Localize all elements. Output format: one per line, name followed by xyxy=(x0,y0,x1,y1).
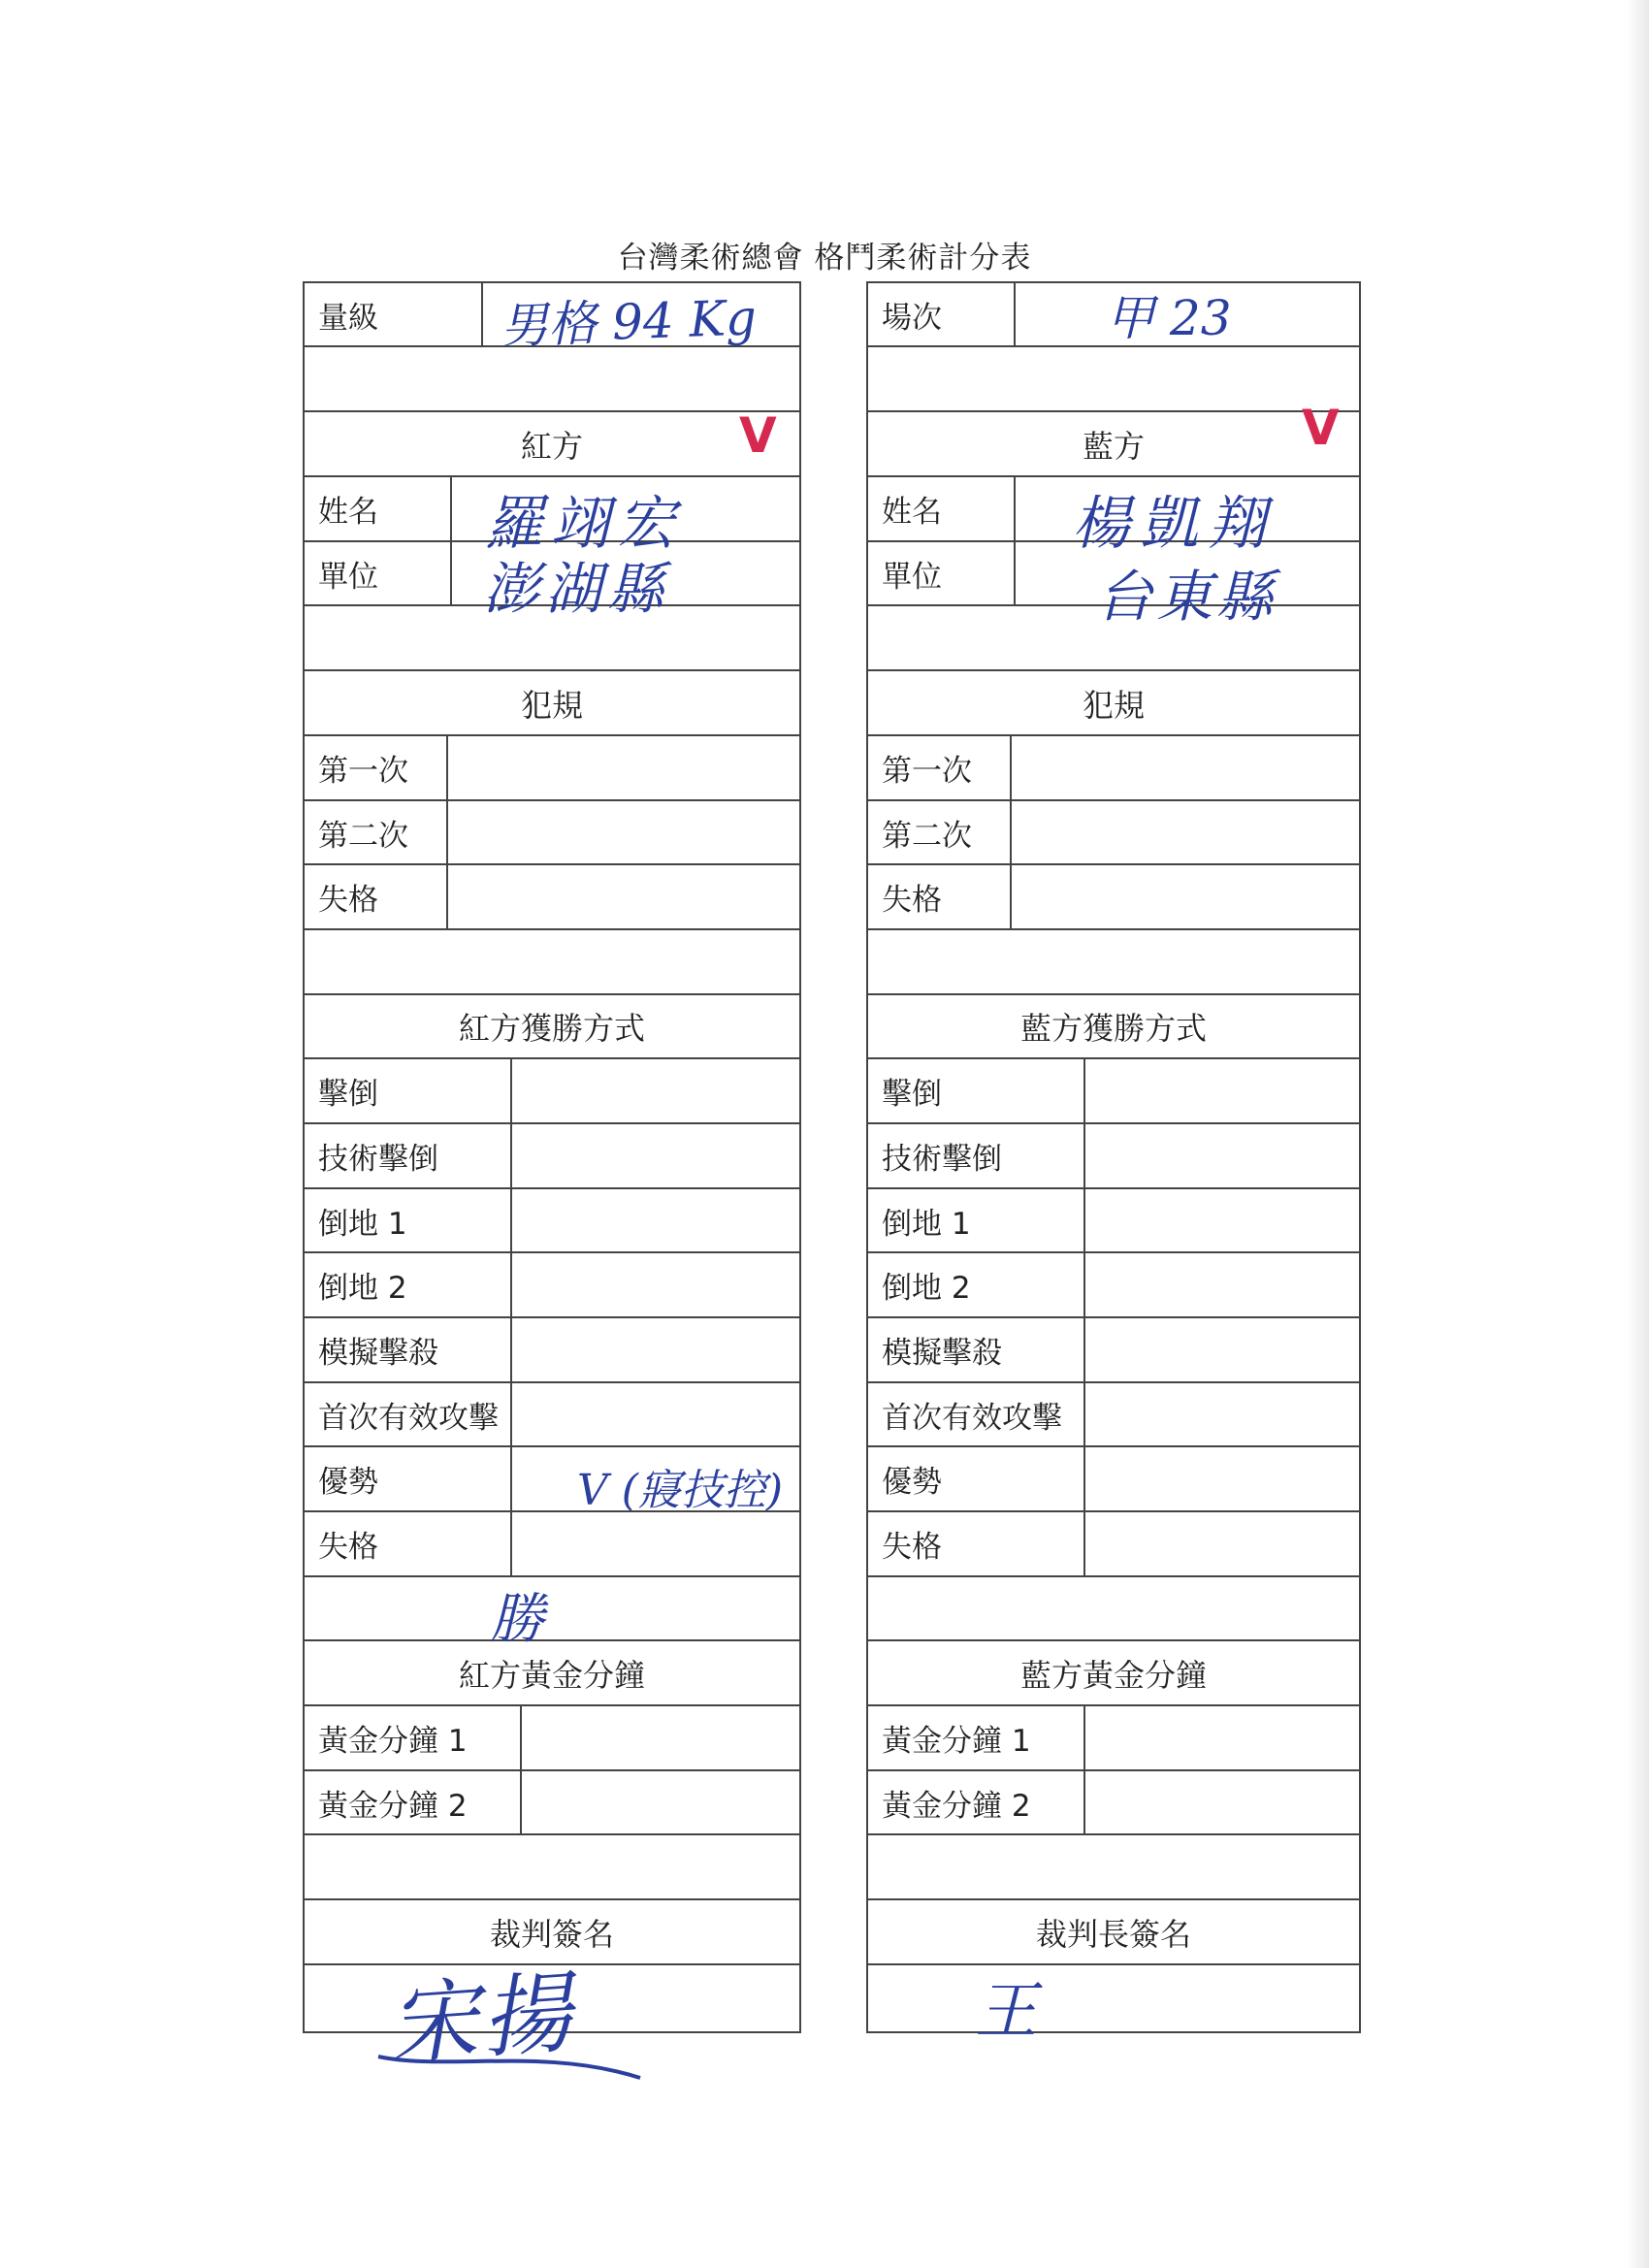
blue-win-label: 優勢 xyxy=(882,1465,942,1500)
blue-unit-label: 單位 xyxy=(882,559,942,595)
red-foul-label: 失格 xyxy=(318,883,378,918)
weight-label: 量級 xyxy=(318,300,378,336)
blue-win-header-row xyxy=(868,995,1359,1059)
red-foul-label: 第二次 xyxy=(318,818,408,854)
red-win-row xyxy=(305,1512,799,1577)
red-result: 勝 xyxy=(490,1588,544,1651)
red-win-header-row xyxy=(305,995,799,1059)
blue-foul-label: 第一次 xyxy=(882,754,972,789)
red-name-label: 姓名 xyxy=(318,495,378,530)
blue-sign-header-row xyxy=(868,1900,1359,1965)
red-golden-label: 黃金分鐘 1 xyxy=(318,1724,468,1759)
red-header: 紅方 xyxy=(520,427,583,465)
red-name-value: 羅翊宏 xyxy=(485,490,683,558)
blue-fouls-header: 犯規 xyxy=(1082,686,1145,724)
match-value: 甲 23 xyxy=(1106,290,1232,346)
page-title: 台灣柔術總會 格鬥柔術計分表 xyxy=(617,241,1032,275)
blue-win-row xyxy=(868,1447,1359,1512)
blue-win-row xyxy=(868,1059,1359,1124)
blue-golden-header-row xyxy=(868,1641,1359,1706)
red-win-label: 失格 xyxy=(318,1530,378,1565)
red-fouls-header-row xyxy=(305,671,799,736)
blue-foul-label: 第二次 xyxy=(882,818,972,854)
red-golden-row xyxy=(305,1771,799,1835)
red-win-row xyxy=(305,1059,799,1124)
red-golden-header: 紅方黃金分鐘 xyxy=(458,1656,645,1694)
red-golden-header-row xyxy=(305,1641,799,1706)
blue-win-label: 模擬擊殺 xyxy=(882,1336,1002,1371)
red-win-label: 倒地 2 xyxy=(318,1271,407,1306)
red-win-header: 紅方獲勝方式 xyxy=(458,1010,645,1047)
red-foul-label: 第一次 xyxy=(318,754,408,789)
blue-foul-row xyxy=(868,865,1359,930)
red-advantage-mark: V (寢技控) xyxy=(577,1466,784,1515)
red-unit-value: 澎湖縣 xyxy=(483,556,670,622)
blue-win-header: 藍方獲勝方式 xyxy=(1019,1010,1207,1047)
blue-golden-row xyxy=(868,1771,1359,1835)
red-golden-row xyxy=(305,1706,799,1771)
blank-row xyxy=(868,1577,1359,1641)
blue-unit-value: 台東縣 xyxy=(1096,564,1277,630)
red-win-label: 首次有效攻擊 xyxy=(318,1400,499,1436)
blue-golden-label: 黃金分鐘 2 xyxy=(882,1788,1031,1824)
blue-header: 藍方 xyxy=(1082,427,1145,465)
blue-win-row xyxy=(868,1253,1359,1318)
blue-golden-row xyxy=(868,1706,1359,1771)
blue-win-row xyxy=(868,1318,1359,1383)
red-fouls-header: 犯規 xyxy=(520,686,583,724)
red-win-row xyxy=(305,1189,799,1253)
blue-win-label: 技術擊倒 xyxy=(882,1142,1002,1177)
red-golden-label: 黃金分鐘 2 xyxy=(318,1788,468,1824)
blue-win-label: 首次有效攻擊 xyxy=(882,1400,1062,1436)
blank-row xyxy=(305,1835,799,1900)
red-win-label: 擊倒 xyxy=(318,1077,378,1112)
red-win-label: 模擬擊殺 xyxy=(318,1336,438,1371)
red-foul-row xyxy=(305,865,799,930)
red-win-label: 技術擊倒 xyxy=(318,1142,438,1177)
red-win-label: 倒地 1 xyxy=(318,1206,407,1242)
blue-win-label: 倒地 1 xyxy=(882,1206,971,1242)
blue-golden-label: 黃金分鐘 1 xyxy=(882,1724,1031,1759)
red-win-row xyxy=(305,1124,799,1189)
blue-name-label: 姓名 xyxy=(882,495,942,530)
red-win-row xyxy=(305,1318,799,1383)
blue-signature: 王 xyxy=(975,1976,1037,2048)
red-header-row xyxy=(305,412,799,477)
red-check-mark: V xyxy=(739,407,777,464)
red-sign-header: 裁判簽名 xyxy=(489,1915,614,1953)
blank-row xyxy=(305,347,799,412)
blue-sign-header: 裁判長簽名 xyxy=(1035,1915,1191,1953)
blue-sign-row xyxy=(868,1965,1359,2031)
match-label: 場次 xyxy=(882,300,942,336)
red-win-row xyxy=(305,1383,799,1447)
red-win-row xyxy=(305,1253,799,1318)
red-foul-row xyxy=(305,801,799,865)
blue-foul-label: 失格 xyxy=(882,883,942,918)
blue-win-label: 失格 xyxy=(882,1530,942,1565)
blue-win-label: 擊倒 xyxy=(882,1077,942,1112)
blank-row xyxy=(305,930,799,995)
red-foul-row xyxy=(305,736,799,801)
blue-win-row xyxy=(868,1512,1359,1577)
blue-fouls-header-row xyxy=(868,671,1359,736)
blue-win-label: 倒地 2 xyxy=(882,1271,971,1306)
blue-foul-row xyxy=(868,801,1359,865)
blank-row xyxy=(868,1835,1359,1900)
blue-win-row xyxy=(868,1383,1359,1447)
blue-golden-header: 藍方黃金分鐘 xyxy=(1019,1656,1207,1694)
blue-name-value: 楊凱翔 xyxy=(1072,490,1276,558)
scan-edge xyxy=(1626,0,1649,2268)
blue-check-mark: V xyxy=(1302,400,1340,456)
blank-row xyxy=(868,347,1359,412)
red-win-label: 優勢 xyxy=(318,1465,378,1500)
red-unit-label: 單位 xyxy=(318,559,378,595)
signature-flourish-icon xyxy=(369,2027,660,2086)
blue-win-row xyxy=(868,1189,1359,1253)
blank-row xyxy=(305,1577,799,1641)
blue-header-row xyxy=(868,412,1359,477)
weight-value: 男格 94 Kg xyxy=(499,289,758,355)
blue-foul-row xyxy=(868,736,1359,801)
red-signature: 宋揚 xyxy=(385,1960,579,2078)
blue-win-row xyxy=(868,1124,1359,1189)
blank-row xyxy=(868,930,1359,995)
